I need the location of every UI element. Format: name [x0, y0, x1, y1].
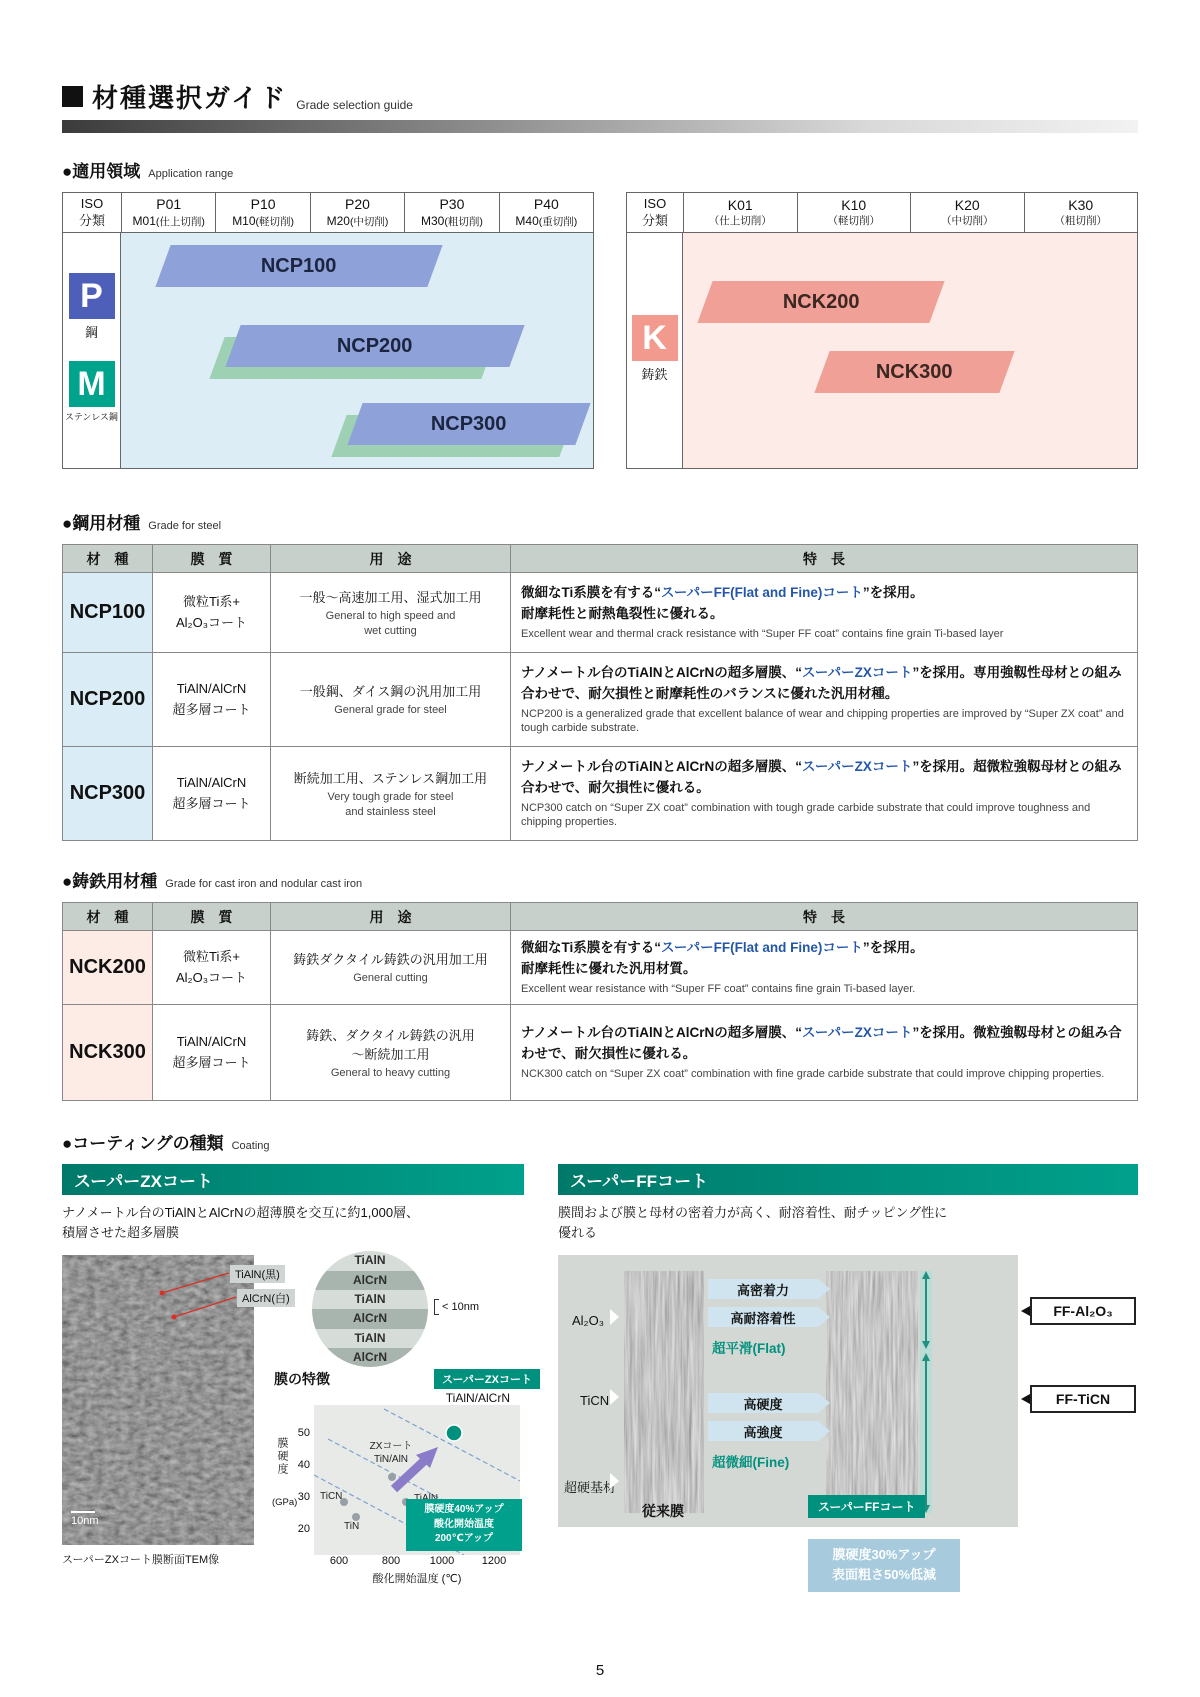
col-label: P30 [439, 196, 465, 213]
tem-caption: スーパーZXコート膜断面TEM像 [62, 1554, 220, 1567]
usage-en-line1: Very tough grade for steel [327, 790, 454, 803]
app-col-header-p20 [310, 193, 404, 232]
col-header-feature: 特 長 [511, 545, 1138, 573]
table-header-row [63, 903, 1138, 931]
weld-resistance-arrow [708, 1307, 818, 1327]
steel-application-chart [121, 233, 593, 468]
header-gradient-bar [62, 120, 1138, 133]
app-col-header-k10 [797, 193, 911, 232]
feature-jp-pre: 微細なTi系膜を有する“ [521, 940, 662, 956]
film-property-chart [274, 1369, 540, 1586]
coating-cell [153, 1005, 271, 1101]
usage-cell [271, 1005, 511, 1101]
table-header-row [63, 545, 1138, 573]
col-sublabel-code: M20 [326, 213, 350, 228]
ff-ticn-box: FF-TiCN [1030, 1385, 1136, 1413]
section-heading-en: Application range [148, 168, 234, 180]
hardness-arrow [708, 1393, 818, 1413]
zx-label-line2: TiN/AlN [373, 1453, 409, 1465]
arrow-label: 高強度 [743, 1424, 783, 1440]
grade-name-cell: NCP200 [63, 653, 153, 747]
steel-application-table [62, 192, 594, 469]
conventional-film-label: 従来膜 [642, 1503, 684, 1520]
app-col-header-p01 [121, 193, 215, 232]
feature-cell [511, 747, 1138, 841]
col-note: （中切削） [941, 214, 994, 227]
ff-coat-badge: スーパーFFコート [808, 1495, 925, 1518]
grade-name-cell: NCP100 [63, 573, 153, 653]
iso-label-line1: ISO [80, 196, 104, 212]
col-label: K01 [727, 197, 753, 214]
bar-label: NCP200 [337, 334, 413, 357]
feature-en: Excellent wear resistance with “Super FF coat” contains fine grain Ti-based layer. [521, 983, 916, 995]
feature-en: NCP300 catch on “Super ZX coat” combination with tough grade carbide substrate that could improve toughness and chipping properties. [521, 801, 1091, 829]
zx-coat-section [62, 1164, 532, 1603]
sem-image-ff-coat [826, 1271, 918, 1513]
feature-jp [521, 938, 1127, 980]
usage-jp: 断続加工用、ステンレス鋼加工用 [293, 770, 488, 786]
feature-jp-post: ”を採用。専用強靱性母材との組み合わせで、耐欠損性と耐摩耗性のバランスに優れた汎用材種。 [521, 664, 1122, 701]
tem-image [62, 1255, 254, 1545]
x-tick: 1000 [429, 1555, 455, 1568]
app-col-header-p40 [499, 193, 593, 232]
k-badge-letter: K [642, 318, 667, 357]
feature-jp-pre: ナノメートル台のTiAlNとAlCrNの超多層膜、“ [521, 664, 803, 680]
section-heading-jp: ●コーティングの種類 [62, 1134, 224, 1153]
y-tick: 20 [297, 1523, 310, 1536]
app-col-header-p10 [215, 193, 309, 232]
feature-jp-pre: ナノメートル台のTiAlNとAlCrNの超多層膜、“ [521, 758, 803, 774]
table-row [63, 747, 1138, 841]
layer-thickness-note [434, 1299, 479, 1315]
col-note: （仕上切削） [708, 214, 772, 227]
zx-graphics [62, 1251, 532, 1603]
feature-jp-pre: 微細なTi系膜を有する“ [521, 585, 662, 601]
feature-jp [521, 663, 1127, 705]
zx-coat-title: スーパーZXコート [62, 1164, 524, 1195]
coating-row [62, 1164, 1138, 1603]
col-label: K30 [1068, 197, 1094, 214]
col-note: （軽切削） [827, 214, 880, 227]
usage-en [275, 1066, 506, 1081]
layer-extent-band [920, 1271, 932, 1513]
col-sublabel-code: M30 [421, 213, 445, 228]
point-label-zx [358, 1441, 424, 1466]
callout-line1: 膜硬度40%アップ [424, 1504, 504, 1516]
cast-app-table-header [627, 193, 1137, 233]
coating-line1: 微粒Ti系+ [183, 948, 240, 964]
coating-line1: TiAlN/AlCrN [176, 774, 247, 790]
ff-result-box [808, 1539, 960, 1591]
multilayer-circle [312, 1251, 428, 1367]
layer-band: AlCrN [312, 1271, 428, 1290]
section-heading-jp: ●適用領域 [62, 162, 141, 181]
section-application-heading [62, 157, 1138, 182]
feature-jp-highlight: スーパーFF(Flat and Fine)コート [661, 940, 863, 956]
section-heading-jp: ●鋼用材種 [62, 514, 141, 533]
grade-range-bar-ncp200 [225, 325, 524, 367]
strength-arrow [708, 1421, 818, 1441]
usage-en [275, 609, 506, 639]
coating-cell [153, 573, 271, 653]
zx-coat-description [62, 1203, 524, 1243]
p-badge-label: 鋼 [84, 325, 98, 340]
feature-cell [511, 931, 1138, 1005]
coating-cell [153, 931, 271, 1005]
usage-en-line1: General to high speed and [325, 609, 456, 622]
chart-title: 膜の特徴 [274, 1371, 330, 1388]
table-row [63, 931, 1138, 1005]
feature-jp [521, 1023, 1127, 1065]
thickness-bracket-icon [434, 1299, 439, 1315]
application-range-row [62, 192, 1138, 469]
callout-line3: 200℃アップ [434, 1533, 494, 1545]
iso-label-line2: 分類 [78, 212, 105, 228]
x-tick: 600 [329, 1555, 349, 1568]
col-note: (軽切削) [255, 215, 295, 228]
app-col-header-k20 [910, 193, 1024, 232]
feature-jp-line2: 耐摩耗性に優れた汎用材質。 [521, 961, 697, 977]
zx-label-line1: ZXコート [369, 1441, 413, 1453]
layer-bracket-icon [610, 1389, 619, 1405]
feature-jp-highlight: スーパーZXコート [802, 664, 913, 680]
coating-line1: TiAlN/AlCrN [176, 680, 247, 696]
steel-grade-table [62, 544, 1138, 841]
ff-al2o3-box: FF-Al₂O₃ [1030, 1297, 1136, 1325]
thickness-value: < 10nm [442, 1301, 479, 1314]
col-label: P10 [250, 196, 276, 213]
cast-app-table-body [627, 233, 1137, 468]
bar-label: NCK300 [876, 360, 953, 383]
col-sublabel-code: M40 [515, 213, 539, 228]
layer-label-substrate: 超硬基材 [564, 1480, 617, 1496]
feature-cell [511, 573, 1138, 653]
col-note: (中切削) [349, 215, 389, 228]
layer-band: TiAlN [312, 1251, 428, 1270]
coating-line2: Al₂O₃コート [175, 969, 247, 985]
feature-jp-highlight: スーパーZXコート [802, 758, 913, 774]
feature-jp-post: ”を採用。超微粒強靱母材との組み合わせで、耐欠損性に優れる。 [521, 758, 1122, 795]
table-row [63, 1005, 1138, 1101]
col-header-usage: 用 途 [271, 903, 511, 931]
tem-scale [71, 1511, 99, 1527]
callout-line2: 酸化開始温度 [434, 1518, 494, 1530]
material-badge-column [63, 233, 121, 468]
grade-range-bar-nck200 [697, 281, 944, 323]
usage-jp-line2: ～断続加工用 [351, 1046, 430, 1062]
iso-class-header [627, 193, 683, 232]
grade-name-cell: NCK200 [63, 931, 153, 1005]
arrow-label: 高硬度 [743, 1396, 783, 1412]
col-sublabel [232, 214, 294, 229]
adhesion-arrow [708, 1279, 818, 1299]
m-badge-label: ステンレス鋼 [65, 412, 118, 422]
chart-zx-badge: スーパーZXコート [434, 1369, 540, 1389]
usage-cell [271, 653, 511, 747]
feature-jp-post: ”を採用。 [862, 585, 924, 601]
layer-bracket-icon [610, 1309, 619, 1325]
feature-jp-highlight: スーパーFF(Flat and Fine)コート [661, 585, 863, 601]
steel-app-table-header [63, 193, 593, 233]
improvement-callout [406, 1499, 522, 1551]
m-grade-badge [69, 361, 115, 407]
section-heading-en: Grade for cast iron and nodular cast iron [165, 878, 363, 890]
app-col-header-k30 [1024, 193, 1138, 232]
coating-line2: 超多層コート [172, 795, 251, 811]
point-label-tin: TiN [344, 1521, 360, 1533]
bar-label: NCP100 [261, 254, 337, 277]
feature-jp-post: ”を採用。 [862, 940, 924, 956]
layer-band: AlCrN [312, 1348, 428, 1367]
usage-en [275, 790, 506, 820]
ff-coat-title: スーパーFFコート [558, 1164, 1138, 1195]
usage-cell [271, 747, 511, 841]
zx-desc-line1: ナノメートル台のTiAlNとAlCrNの超薄膜を交互に約1,000層、 [62, 1205, 420, 1220]
coating-line1: 微粒Ti系+ [183, 593, 240, 609]
col-note: (仕上切削) [155, 215, 205, 228]
ff-coat-section [558, 1164, 1138, 1603]
usage-en-line1: General cutting [353, 972, 428, 985]
usage-en [275, 971, 506, 986]
col-sublabel-code: M10 [232, 213, 256, 228]
grade-name-cell: NCP300 [63, 747, 153, 841]
col-note: (重切削) [538, 215, 578, 228]
layer-band: TiAlN [312, 1329, 428, 1348]
y-tick: 50 [297, 1427, 310, 1440]
col-sublabel [133, 214, 205, 229]
k-badge-label: 鋳鉄 [641, 367, 668, 382]
plot-area-wrap [274, 1405, 540, 1555]
col-note: (粗切削) [444, 215, 483, 228]
point-label-tialn-alcrn: TiAlN/AlCrN [445, 1391, 510, 1406]
k-grade-badge [632, 315, 678, 361]
table-row [63, 653, 1138, 747]
table-row [63, 573, 1138, 653]
ff-desc-line2: 優れる [558, 1225, 598, 1241]
x-tick: 1200 [481, 1555, 507, 1568]
coating-line1: TiAlN/AlCrN [176, 1033, 247, 1049]
usage-en-line1: General to heavy cutting [330, 1066, 451, 1079]
steel-app-table-body [63, 233, 593, 468]
feature-jp [521, 583, 1127, 625]
feature-en: Excellent wear and thermal crack resistance with “Super FF coat” contains fine grain Ti-based layer [521, 628, 1004, 640]
col-header-usage: 用 途 [271, 545, 511, 573]
col-note: （粗切削） [1054, 214, 1107, 227]
coating-line2: 超多層コート [172, 1054, 251, 1070]
layer-tag-alcrn: AlCrN(白) [237, 1289, 295, 1307]
ff-graphics [558, 1251, 1138, 1596]
result-line1: 膜硬度30%アップ [832, 1547, 936, 1563]
col-sublabel [327, 214, 389, 229]
tem-noise-texture [62, 1255, 254, 1545]
grade-range-bar-ncp300 [347, 403, 590, 445]
plot-area [314, 1405, 520, 1555]
y-tick: 30 [297, 1491, 310, 1504]
doc-header [62, 78, 1138, 115]
y-tick: 40 [297, 1459, 310, 1472]
app-col-header-k01 [683, 193, 797, 232]
layer-label-ticn: TiCN [580, 1393, 610, 1409]
col-header-coating: 膜 質 [153, 545, 271, 573]
feature-jp-post: ”を採用。微粒強靱母材との組み合わせで、耐欠損性に優れる。 [521, 1025, 1122, 1062]
usage-en-line2: and stainless steel [345, 805, 436, 818]
ff-coat-description [558, 1203, 1138, 1243]
usage-en [275, 703, 506, 718]
col-sublabel-code: M01 [132, 213, 156, 228]
p-badge-letter: P [80, 276, 103, 315]
x-tick: 800 [381, 1555, 401, 1568]
col-sublabel [421, 214, 483, 229]
tem-scale-bar [71, 1511, 95, 1513]
page-number: 5 [595, 1662, 605, 1679]
usage-en-line2: wet cutting [364, 624, 417, 637]
col-header-feature: 特 長 [511, 903, 1138, 931]
y-axis-label: 膜硬度 [276, 1437, 288, 1477]
header-square-icon [62, 86, 83, 107]
arrow-label: 高耐溶着性 [730, 1310, 796, 1326]
cast-application-chart [683, 233, 1137, 468]
y-axis-unit: (GPa) [272, 1497, 298, 1509]
m-badge-letter: M [77, 364, 106, 403]
ff-comparison-panel [558, 1255, 1018, 1527]
section-cast-grades-heading [62, 867, 1138, 892]
app-col-header-p30 [404, 193, 498, 232]
usage-cell [271, 573, 511, 653]
section-coating-heading [62, 1129, 1138, 1154]
usage-jp: 一般鋼、ダイス鋼の汎用加工用 [299, 684, 482, 700]
flat-label: 超平滑(Flat) [712, 1341, 786, 1357]
col-label: P01 [156, 196, 182, 213]
feature-jp-highlight: スーパーZXコート [802, 1025, 913, 1041]
bar-label: NCK200 [782, 290, 860, 313]
x-ticks [314, 1555, 540, 1569]
usage-jp: 鋳鉄ダクタイル鋳鉄の汎用加工用 [293, 952, 488, 968]
fine-label: 超微細(Fine) [712, 1455, 790, 1471]
layer-band: AlCrN [312, 1309, 428, 1328]
page-title-en: Grade selection guide [296, 98, 413, 112]
feature-cell [511, 653, 1138, 747]
iso-label-line1: ISO [643, 196, 667, 212]
coating-line2: Al₂O₃コート [175, 614, 247, 630]
cast-grade-table [62, 902, 1138, 1101]
layer-tag-tialn: TiAlN(黒) [230, 1265, 285, 1283]
coating-line2: 超多層コート [172, 701, 251, 717]
section-heading-en: Grade for steel [148, 520, 222, 532]
iso-class-header [63, 193, 121, 232]
col-header-grade: 材 種 [63, 903, 153, 931]
usage-en-line1: General grade for steel [334, 704, 447, 717]
grade-range-bar-nck300 [814, 351, 1014, 393]
iso-label-line2: 分類 [641, 212, 668, 228]
bar-label: NCP300 [431, 412, 507, 435]
cast-application-table [626, 192, 1138, 469]
zx-desc-line2: 積層させた超多層膜 [62, 1225, 180, 1241]
result-line2: 表面粗さ50%低減 [831, 1567, 937, 1583]
feature-cell [511, 1005, 1138, 1101]
p-grade-badge [69, 273, 115, 319]
section-heading-jp: ●鋳鉄用材種 [62, 872, 158, 891]
layer-band: TiAlN [312, 1290, 428, 1309]
section-heading-en: Coating [231, 1140, 270, 1152]
material-badge-column [627, 233, 683, 468]
feature-en: NCK300 catch on “Super ZX coat” combination with fine grade carbide substrate that could improve chipping properties. [521, 1068, 1105, 1080]
layer-bracket-icon [610, 1473, 619, 1489]
col-header-coating: 膜 質 [153, 903, 271, 931]
usage-cell [271, 931, 511, 1005]
coating-cell [153, 653, 271, 747]
col-label: K20 [954, 197, 980, 214]
usage-jp: 一般～高速加工用、湿式加工用 [299, 589, 482, 605]
page-title: 材種選択ガイド [92, 83, 288, 113]
layer-label-al2o3: Al₂O₃ [572, 1313, 605, 1329]
feature-jp-pre: ナノメートル台のTiAlNとAlCrNの超多層膜、“ [521, 1025, 803, 1041]
section-steel-grades-heading [62, 509, 1138, 534]
col-label: P20 [345, 196, 370, 213]
grade-range-bar-ncp100 [155, 245, 442, 287]
point-label-ticn: TiCN [320, 1491, 343, 1503]
feature-jp [521, 757, 1127, 799]
grade-name-cell: NCK300 [63, 1005, 153, 1101]
col-sublabel [515, 214, 577, 229]
col-label: K10 [841, 197, 867, 214]
feature-jp-line2: 耐摩耗性と耐熱亀裂性に優れる。 [521, 606, 724, 622]
col-label: P40 [533, 196, 559, 213]
feature-en: NCP200 is a generalized grade that excellent balance of wear and chipping properties are improved by “Super ZX coat” and tough carbide substrate. [521, 707, 1124, 735]
chart-header [274, 1369, 540, 1389]
sem-image-conventional [624, 1271, 704, 1513]
x-axis-label: 酸化開始温度 (℃) [372, 1573, 462, 1586]
col-header-grade: 材 種 [63, 545, 153, 573]
coating-cell [153, 747, 271, 841]
arrow-label: 高密着力 [736, 1282, 789, 1298]
usage-jp: 鋳鉄、ダクタイル鋳鉄の汎用 [306, 1027, 475, 1043]
tem-scale-label: 10nm [71, 1515, 99, 1528]
ff-desc-line1: 膜間および膜と母材の密着力が高く、耐溶着性、耐チッピング性に [558, 1205, 948, 1220]
